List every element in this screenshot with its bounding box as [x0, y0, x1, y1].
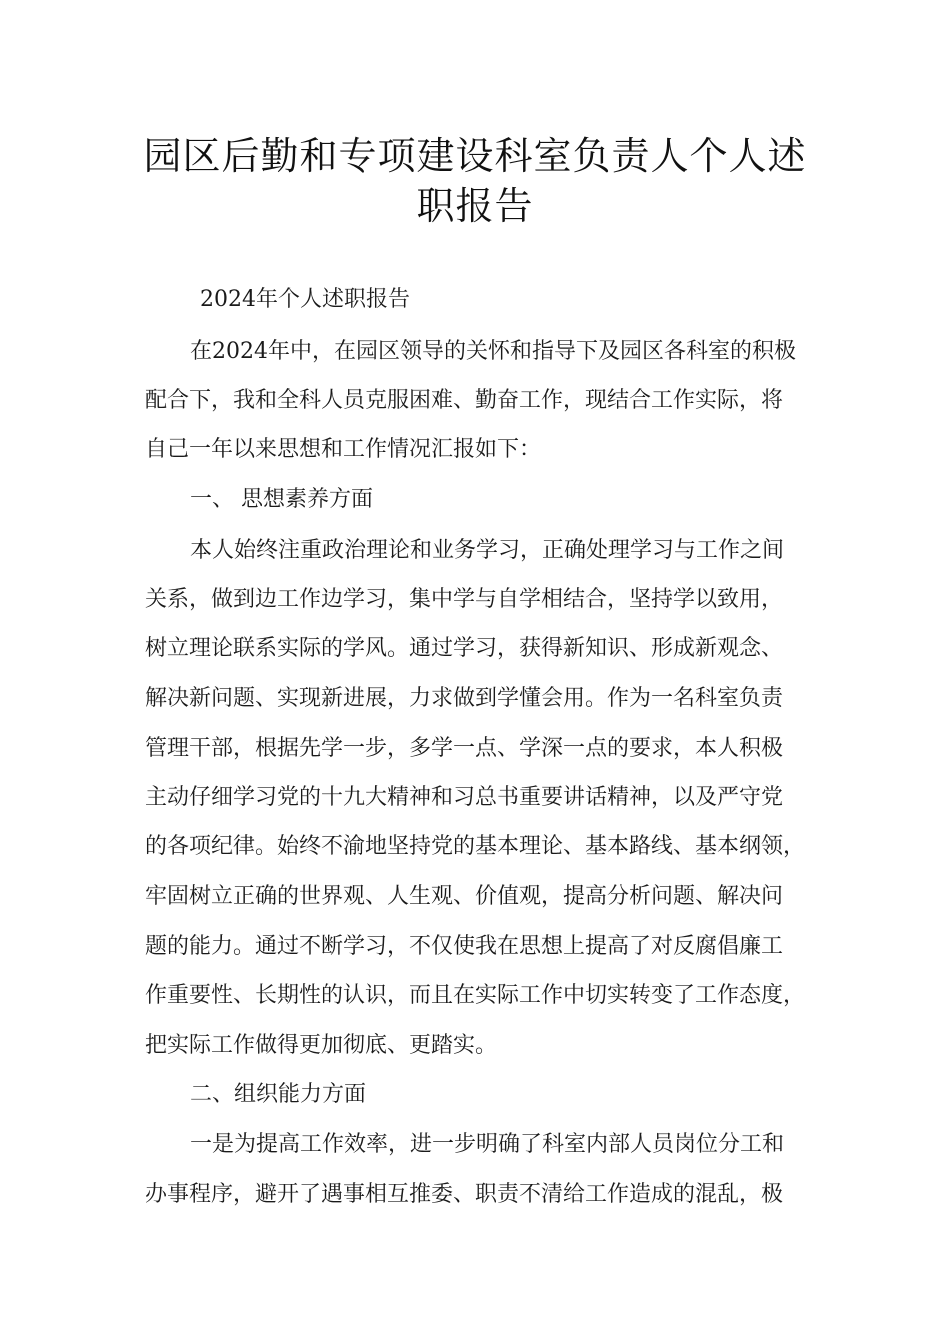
paragraph-line: 一是为提高工作效率，进一步明确了科室内部人员岗位分工和 — [190, 1132, 785, 1157]
document-title-line-1: 园区后勤和专项建设科室负责人个人述 — [143, 134, 807, 178]
paragraph-line: 的各项纪律。始终不渝地坚持党的基本理论、基本路线、基本纲领， — [145, 834, 806, 859]
paragraph-line: 自己一年以来思想和工作情况汇报如下： — [145, 437, 542, 462]
paragraph-line: 解决新问题、实现新进展，力求做到学懂会用。作为一名科室负责 — [145, 686, 784, 711]
paragraph-line: 办事程序，避开了遇事相互推委、职责不清给工作造成的混乱，极 — [145, 1182, 784, 1207]
report-subtitle: 2024年个人述职报告 — [200, 287, 410, 312]
document-title-line-2: 职报告 — [416, 184, 534, 228]
section-heading: 一、 思想素养方面 — [190, 487, 373, 512]
paragraph-line: 牢固树立正确的世界观、人生观、价值观，提高分析问题、解决问 — [145, 884, 784, 909]
paragraph-line: 管理干部，根据先学一步，多学一点、学深一点的要求，本人积极 — [145, 736, 784, 761]
paragraph-line: 题的能力。通过不断学习，不仅使我在思想上提高了对反腐倡廉工 — [145, 934, 784, 959]
paragraph-line: 本人始终注重政治理论和业务学习，正确处理学习与工作之间 — [190, 538, 785, 563]
paragraph-line: 配合下，我和全科人员克服困难、勤奋工作，现结合工作实际，将 — [145, 388, 784, 413]
paragraph-line: 把实际工作做得更加彻底、更踏实。 — [145, 1033, 498, 1058]
paragraph-line: 主动仔细学习党的十九大精神和习总书重要讲话精神，以及严守党 — [145, 785, 784, 810]
paragraph-line: 在2024年中，在园区领导的关怀和指导下及园区各科室的积极 — [190, 339, 796, 364]
section-heading: 二、组织能力方面 — [190, 1082, 367, 1107]
paragraph-line: 关系，做到边工作边学习，集中学与自学相结合，坚持学以致用， — [145, 587, 784, 612]
paragraph-line: 作重要性、长期性的认识，而且在实际工作中切实转变了工作态度， — [145, 983, 806, 1008]
paragraph-line: 树立理论联系实际的学风。通过学习，获得新知识、形成新观念、 — [145, 636, 784, 661]
